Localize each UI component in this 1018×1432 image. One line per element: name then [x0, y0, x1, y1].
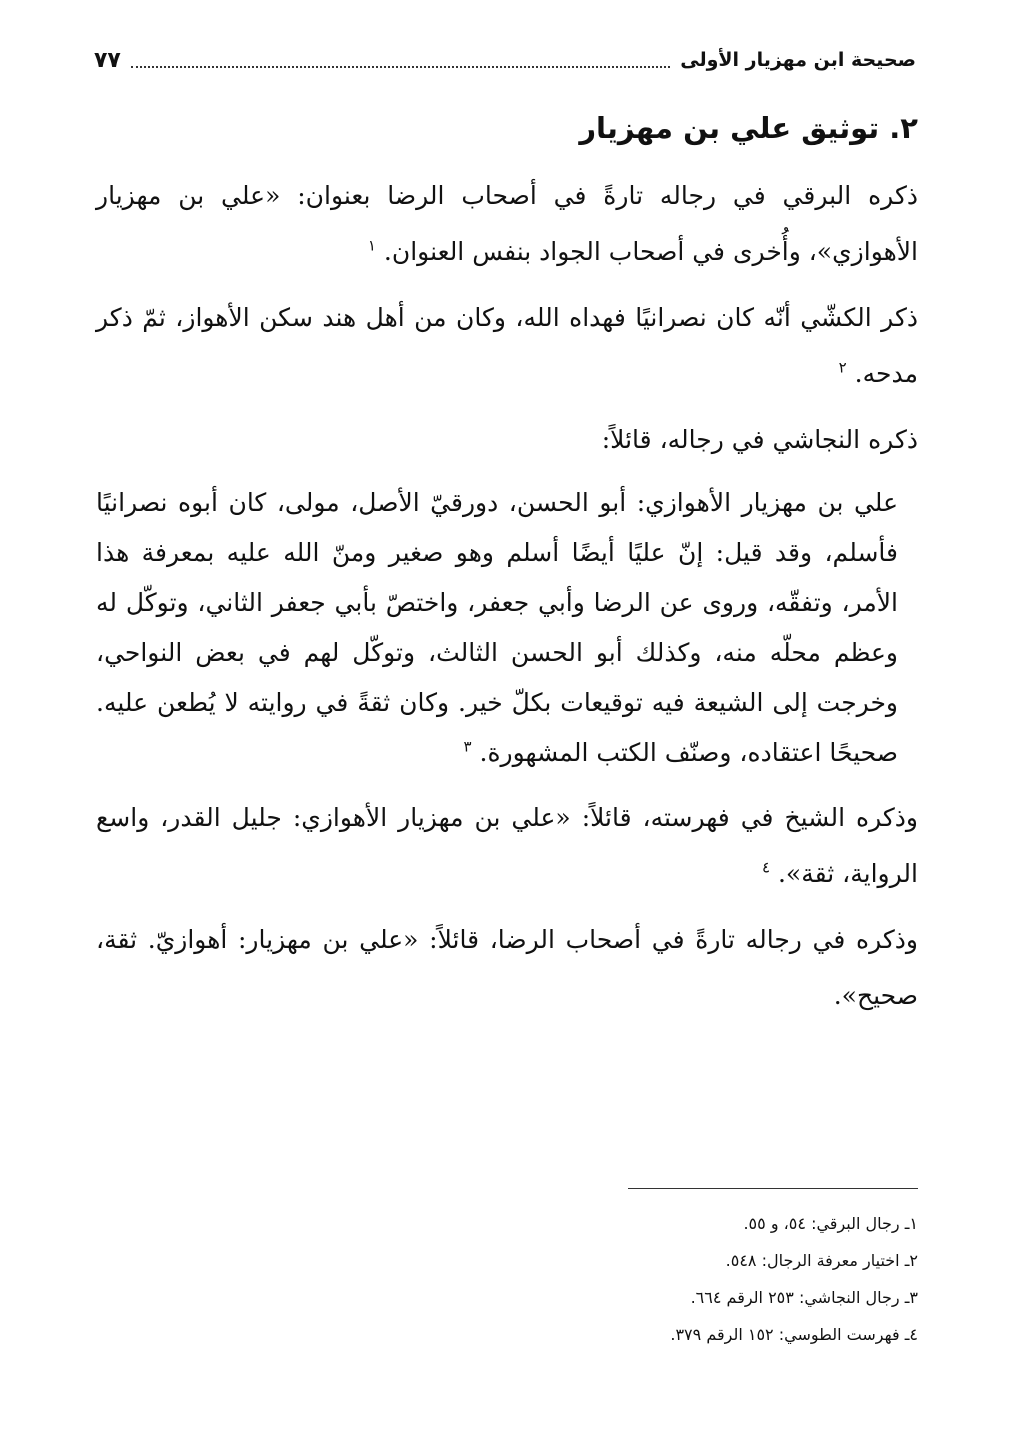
- section-heading: ٢. توثيق علي بن مهزيار: [579, 111, 918, 145]
- footnote-item: ٣ـ رجال النجاشي: ٢٥٣ الرقم ٦٦٤.: [690, 1288, 918, 1307]
- paragraph-barqi: [96, 168, 918, 280]
- footnote-marker: ٢: [838, 358, 847, 377]
- footnote-marker: ٤: [761, 858, 771, 877]
- page-body: [96, 100, 918, 1034]
- footnotes: [96, 1205, 918, 1353]
- paragraph-fihrist: [96, 790, 918, 902]
- footnote-marker: ١: [367, 236, 376, 255]
- paragraph-text: ذكره النجاشي في رجاله، قائلاً:: [601, 425, 918, 454]
- paragraph-text: ذكره البرقي في رجاله تارةً في أصحاب الرضا بعنوان: «علي بن مهزيار الأهوازي»، وأُخرى في أصحاب الجواد بنفس العنوان.: [96, 181, 918, 266]
- footnote-item: ٤ـ فهرست الطوسي: ١٥٢ الرقم ٣٧٩.: [670, 1325, 918, 1344]
- paragraph-text: ذكر الكشّي أنّه كان نصرانيًا فهداه الله، وكان من أهل هند سكن الأهواز، ثمّ ذكر مدحه.: [96, 303, 918, 388]
- page-number: ٧٧: [94, 47, 121, 73]
- header-dot-leader: [131, 66, 670, 68]
- footnote-marker: ٣: [463, 737, 472, 756]
- running-title: صحيحة ابن مهزيار الأولى: [680, 49, 916, 71]
- paragraph-text: وذكره الشيخ في فهرسته، قائلاً: «علي بن مهزيار الأهوازي: جليل القدر، واسع الرواية، ثقة».: [96, 803, 918, 888]
- paragraph-najashi-intro: [96, 412, 918, 468]
- quote-text: علي بن مهزيار الأهوازي: أبو الحسن، دورقيّ الأصل، مولى، كان أبوه نصرانيًا فأسلم، وقد قيل: إنّ عليًا أيضًا أسلم وهو صغير ومنّ الله عليه بمعرفة هذا الأمر، وتفقّه، وروى عن الرضا وأبي جعفر، واختصّ بأبي جعفر الثاني، وتوكّل له وعظم محلّه منه، وكذلك أبو الحسن الثالث، وتوكّل لهم في بعض النواحي، وخرجت إلى الشيعة فيه توقيعات بكلّ خير. وكان ثقةً في روايته لا يُطعن عليه. صحيحًا اعتقاده، وصنّف الكتب المشهورة.: [96, 488, 898, 767]
- paragraph-kashshi: [96, 290, 918, 402]
- najashi-quote: [96, 478, 898, 778]
- running-header: [94, 42, 916, 78]
- paragraph-text: وذكره في رجاله تارةً في أصحاب الرضا، قائلاً: «علي بن مهزيار: أهوازيّ. ثقة، صحيح».: [96, 925, 918, 1010]
- paragraph-rijal-tusi: [96, 912, 918, 1024]
- footnote-item: ١ـ رجال البرقي: ٥٤، و ٥٥.: [743, 1214, 918, 1233]
- footnote-separator: [628, 1188, 918, 1189]
- footnote-item: ٢ـ اختيار معرفة الرجال: ٥٤٨.: [725, 1251, 918, 1270]
